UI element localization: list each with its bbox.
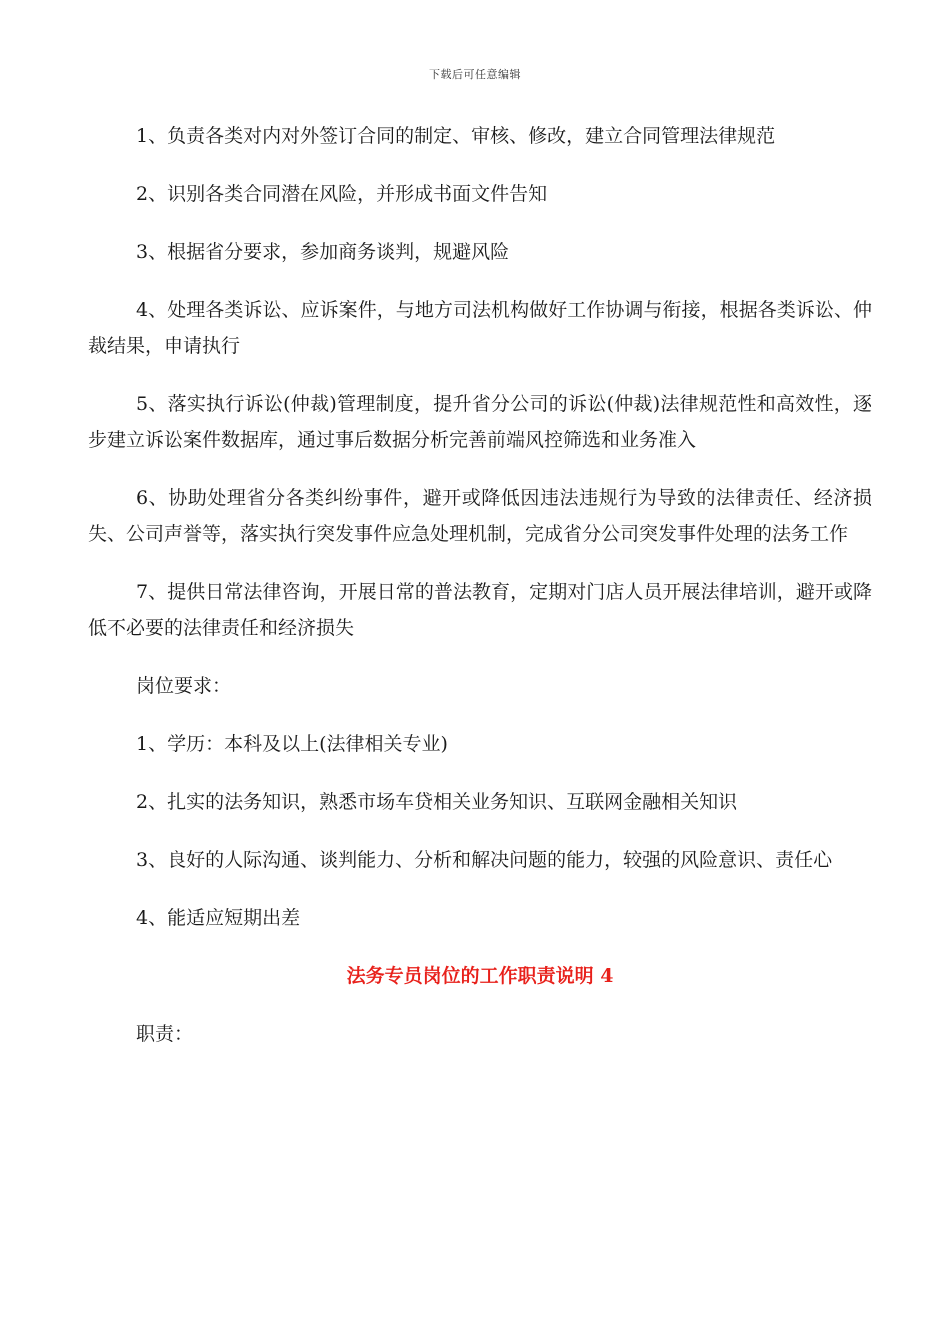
document-body [88, 118, 872, 1074]
requirement-item-3: 3、良好的人际沟通、谈判能力、分析和解决问题的能力，较强的风险意识、责任心 [136, 849, 833, 871]
duty-item-6: 6、协助处理省分各类纠纷事件，避开或降低因违法违规行为导致的法律责任、经济损失、公司声誉等，落实执行突发事件应急处理机制，完成省分公司突发事件处理的法务工作 [88, 487, 872, 545]
duties-heading: 职责： [136, 1023, 194, 1045]
requirements-heading: 岗位要求： [136, 675, 232, 697]
duty-item-3: 3、根据省分要求，参加商务谈判，规避风险 [136, 241, 510, 263]
duty-item-4: 4、处理各类诉讼、应诉案件，与地方司法机构做好工作协调与衔接，根据各类诉讼、仲裁结果，申请执行 [88, 299, 872, 357]
duty-item-2: 2、识别各类合同潜在风险，并形成书面文件告知 [136, 183, 548, 205]
duty-item-5: 5、落实执行诉讼(仲裁)管理制度，提升省分公司的诉讼(仲裁)法律规范性和高效性，逐步建立诉讼案件数据库，通过事后数据分析完善前端风控筛选和业务准入 [88, 393, 872, 451]
duty-item-7: 7、提供日常法律咨询，开展日常的普法教育，定期对门店人员开展法律培训，避开或降低不必要的法律责任和经济损失 [88, 581, 872, 639]
requirement-item-4: 4、能适应短期出差 [136, 907, 301, 929]
requirement-item-1: 1、学历：本科及以上(法律相关专业) [136, 733, 448, 755]
duty-item-1: 1、负责各类对内对外签订合同的制定、审核、修改，建立合同管理法律规范 [136, 125, 776, 147]
section-title: 法务专员岗位的工作职责说明 4 [346, 965, 614, 987]
requirement-item-2: 2、扎实的法务知识，熟悉市场车贷相关业务知识、互联网金融相关知识 [136, 791, 738, 813]
page-header-note: 下载后可任意编辑 [429, 68, 521, 81]
